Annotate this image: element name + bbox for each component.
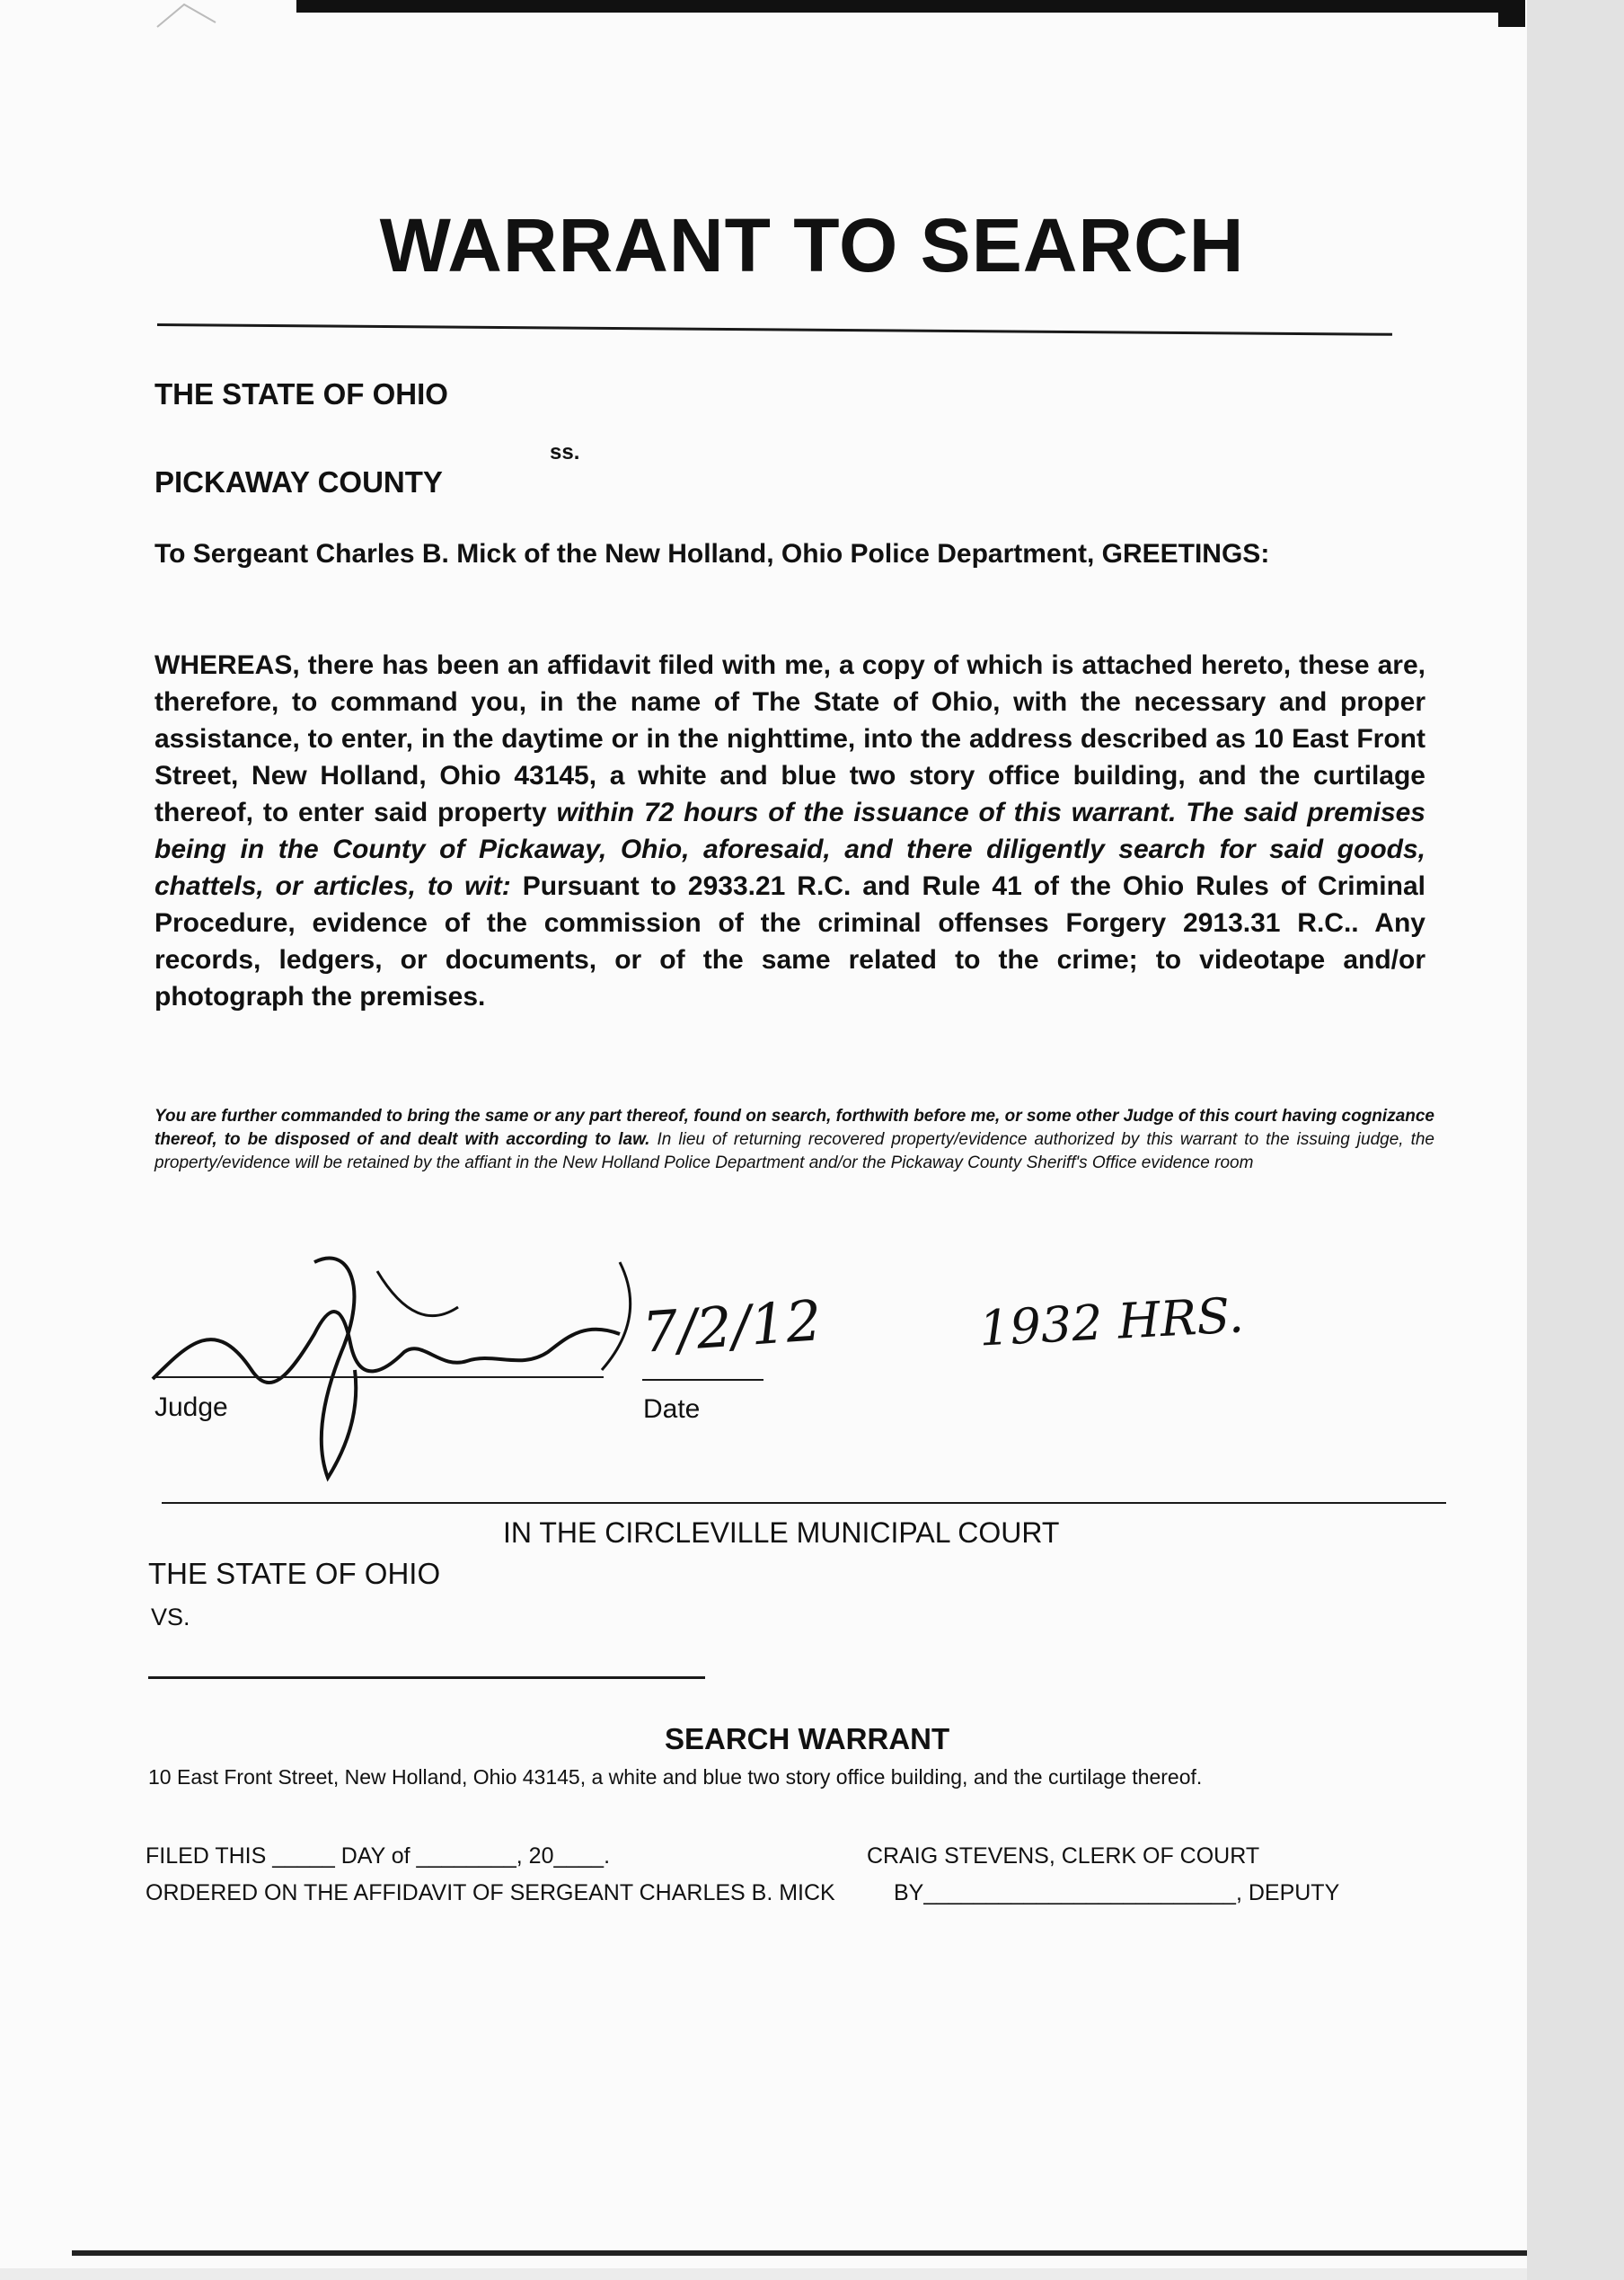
ss-marker: ss. (550, 440, 580, 464)
filed-line: FILED THIS _____ DAY of ________, 20____. (146, 1843, 611, 1869)
scan-artifact-mark (153, 0, 225, 32)
greeting-line: To Sergeant Charles B. Mick of the New Holland, Ohio Police Department, GREETINGS: (154, 539, 1270, 569)
warrant-body (154, 647, 1425, 1015)
county-header: PICKAWAY COUNTY (154, 465, 443, 499)
body-part-3: Pursuant to 2933.21 R.C. and Rule 41 of the Ohio Rules of Criminal Procedure, evidence of the commission of the criminal offenses Forgery 2913.31 R.C.. Any records, ledgers, or documents, or of the same related to the crime; to videotape and/or photograph the premises. (154, 871, 1425, 1012)
defendant-line (148, 1676, 705, 1679)
handwritten-time: 1932 HRS. (977, 1286, 1246, 1357)
deputy-line: BY_________________________, DEPUTY (894, 1880, 1340, 1905)
warrant-address: 10 East Front Street, New Holland, Ohio 43145, a white and blue two story office building, and the curtilage thereof. (148, 1765, 1203, 1789)
scan-corner-mark (1498, 0, 1525, 27)
date-line (642, 1379, 763, 1381)
scan-margin (1527, 0, 1624, 2280)
state-header: THE STATE OF OHIO (154, 377, 448, 411)
court-divider (162, 1502, 1446, 1504)
date-label: Date (643, 1394, 701, 1424)
command-bold: You are further commanded to bring the same or any part thereof, found on search, forthwith before me, or some other Judge of this court having cognizance thereof, to be disposed of and dealt with according to law. (154, 1107, 1434, 1149)
judge-signature-line (154, 1376, 604, 1378)
command-rest: In lieu of returning recovered property/evidence authorized by this warrant to the issuing judge, the property/evidence will be retained by the affiant in the New Holland Police Department and/or the Pickaway County Sheriff's Office evidence room (154, 1130, 1434, 1172)
court-state: THE STATE OF OHIO (148, 1557, 441, 1590)
scan-bottom-edge (72, 2250, 1527, 2256)
court-title: IN THE CIRCLEVILLE MUNICIPAL COURT (503, 1516, 1060, 1549)
vs-label: VS. (151, 1604, 190, 1630)
body-part-1: WHEREAS, there has been an affidavit filed with me, a copy of which is attached hereto, these are, therefore, to command you, in the name of The State of Ohio, with the necessary and proper assistance, to enter, in the daytime or in the nighttime, into the address described as 10 East Front Street, New Holland, Ohio 43145, a white and blue two story office building, and the curtilage thereof, to enter said property (154, 650, 1425, 827)
body-part-2: within 72 hours of the issuance of this warrant. The said premises being in the County of Pickaway, Ohio, aforesaid, and there diligently search for said goods, chattels, or articles, to wit: (154, 798, 1425, 901)
scan-top-edge (296, 0, 1500, 13)
search-warrant-title: SEARCH WARRANT (665, 1722, 950, 1755)
clerk-line: CRAIG STEVENS, CLERK OF COURT (867, 1843, 1260, 1869)
judge-label: Judge (154, 1392, 228, 1422)
title-underline (157, 323, 1392, 336)
command-paragraph (154, 1105, 1434, 1175)
document-title: WARRANT TO SEARCH (379, 203, 1245, 287)
handwritten-date: 7/2/12 (640, 1287, 824, 1365)
judge-signature (135, 1235, 638, 1487)
ordered-line: ORDERED ON THE AFFIDAVIT OF SERGEANT CHARLES B. MICK (146, 1880, 835, 1905)
